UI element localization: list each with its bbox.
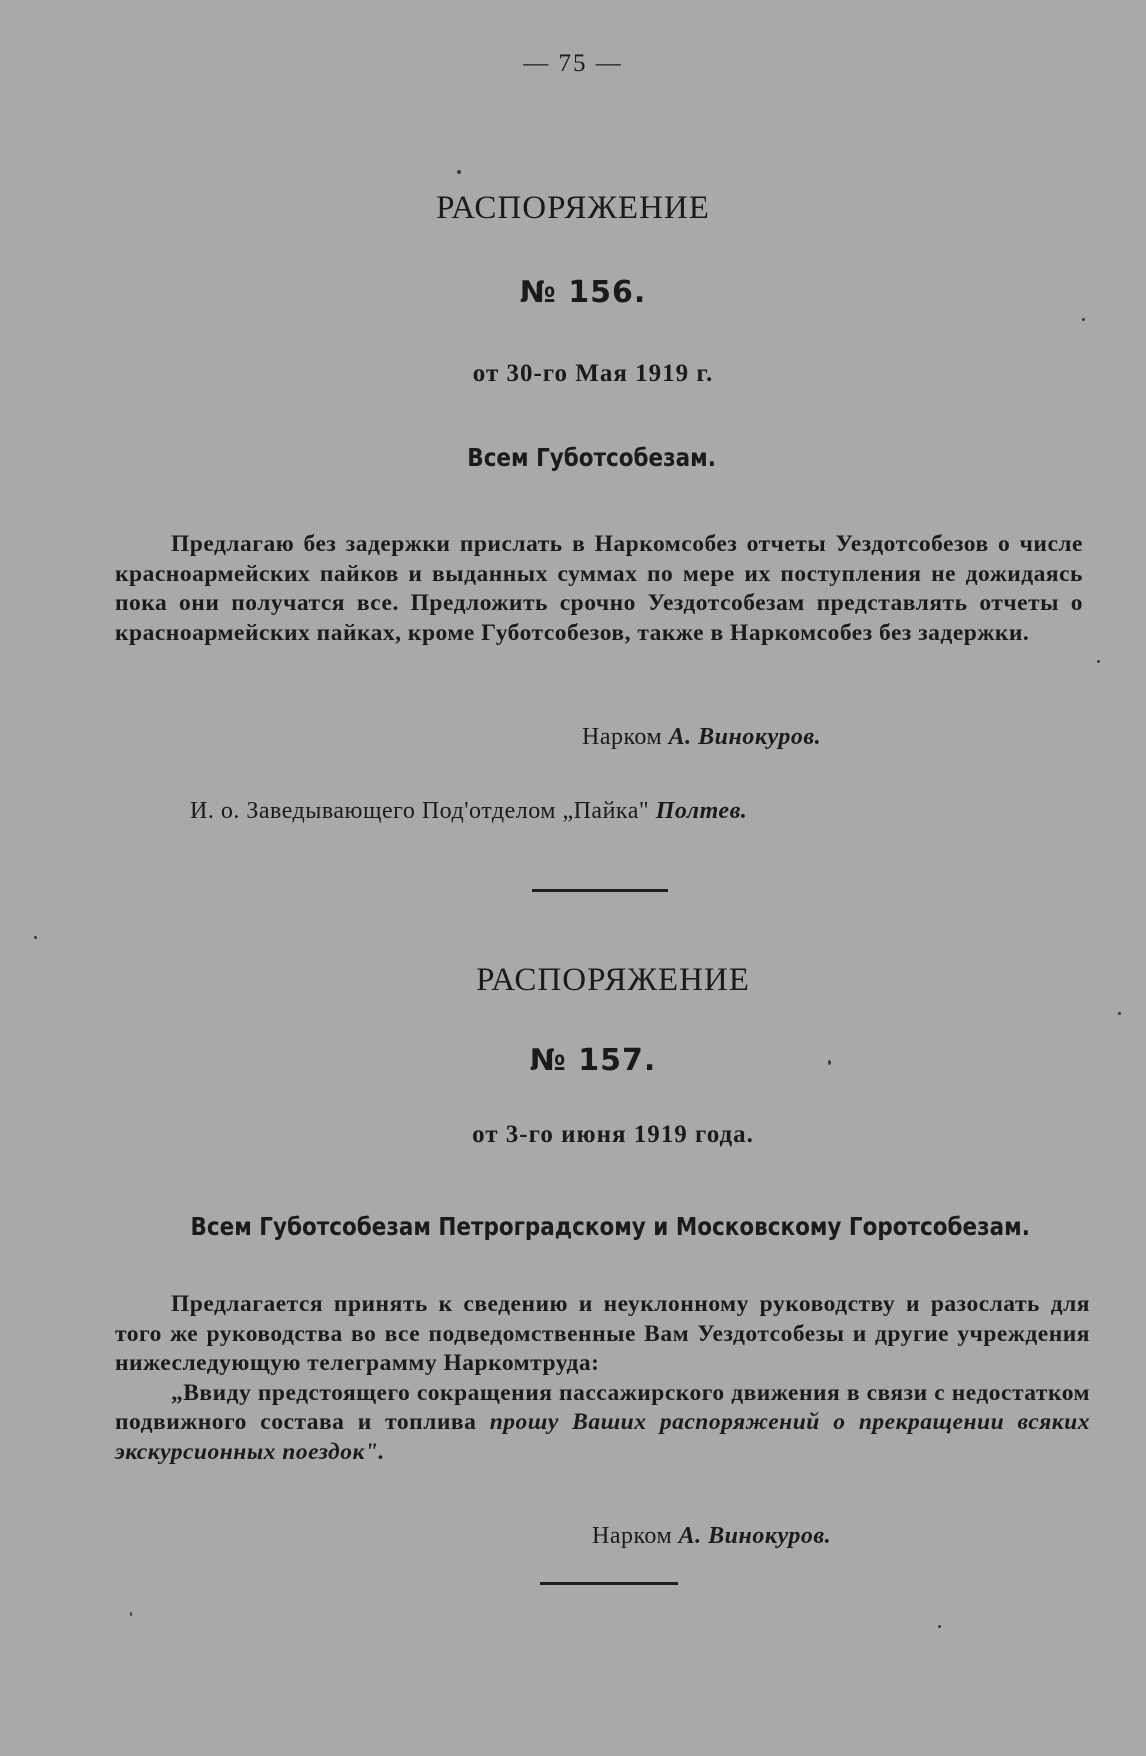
order-1-acting-signature [190,798,747,825]
paper-speck [1118,1012,1121,1015]
order-1-heading: РАСПОРЯЖЕНИЕ [436,190,710,226]
order-2-telegram [115,1379,1090,1468]
paper-speck [130,1612,132,1616]
order-2-body-intro: Предлагается принять к сведению и неуклонному руководству и разослать для того же руководства во все подведомственные Вам Уездотсобезы и другие учреждения нижеследующую телеграмму Наркомтруда: [115,1291,1090,1376]
order-2-telegram-regular: „Ввиду предстоящего сокращения пассажирского движения в связи с недостатком подвижного состава и топлива [115,1379,1090,1435]
order-1-body [115,530,1083,648]
section-divider [532,889,668,892]
paper-speck [938,1625,941,1628]
order-1-acting-title: И. о. Заведывающего Под'отделом „Пайка" [190,798,650,824]
paper-speck [1082,318,1085,321]
paper-speck [828,1060,831,1065]
paper-speck [1097,660,1100,663]
paper-speck [34,936,37,939]
page-number: — 75 — [523,50,623,77]
order-2-heading: РАСПОРЯЖЕНИЕ [476,962,750,998]
section-divider-end [540,1582,678,1585]
order-1-addressee: Всем Губотсобезам. [467,443,716,472]
order-1-acting-name: Полтев. [655,798,748,824]
order-2-date: от 3-го июня 1919 года. [472,1121,754,1148]
order-2-addressee: Всем Губотсобезам Петроградскому и Московскому Горотсобезам. [190,1212,1030,1241]
order-2-telegram-italic: прошу Ваших распоряжений о прекращении всяких экскурсионных поездок". [115,1409,1090,1465]
order-1-body-paragraph: Предлагаю без задержки прислать в Наркомсобез отчеты Уездотсобезов о числе красноармейских пайков и выданных суммах по мере их поступления не дожидаясь пока они получатся все. Предложить срочно Уездотсобезам представлять отчеты о красноармейских пайках, кроме Губотсобезов, также в Наркомсобез без задержки. [115,531,1083,646]
order-1-signature [582,724,821,751]
order-2-signature [592,1523,831,1550]
order-1-signature-name: А. Винокуров. [668,724,822,750]
order-2-body [115,1290,1090,1467]
order-1-signature-title: Нарком [582,724,663,750]
order-2-signature-title: Нарком [592,1523,673,1549]
order-2-signature-name: А. Винокуров. [678,1523,832,1549]
order-1-number: № 156. [519,275,647,310]
paper-speck [457,170,461,174]
order-1-date: от 30-го Мая 1919 г. [472,360,714,387]
order-2-number: № 157. [529,1043,657,1078]
